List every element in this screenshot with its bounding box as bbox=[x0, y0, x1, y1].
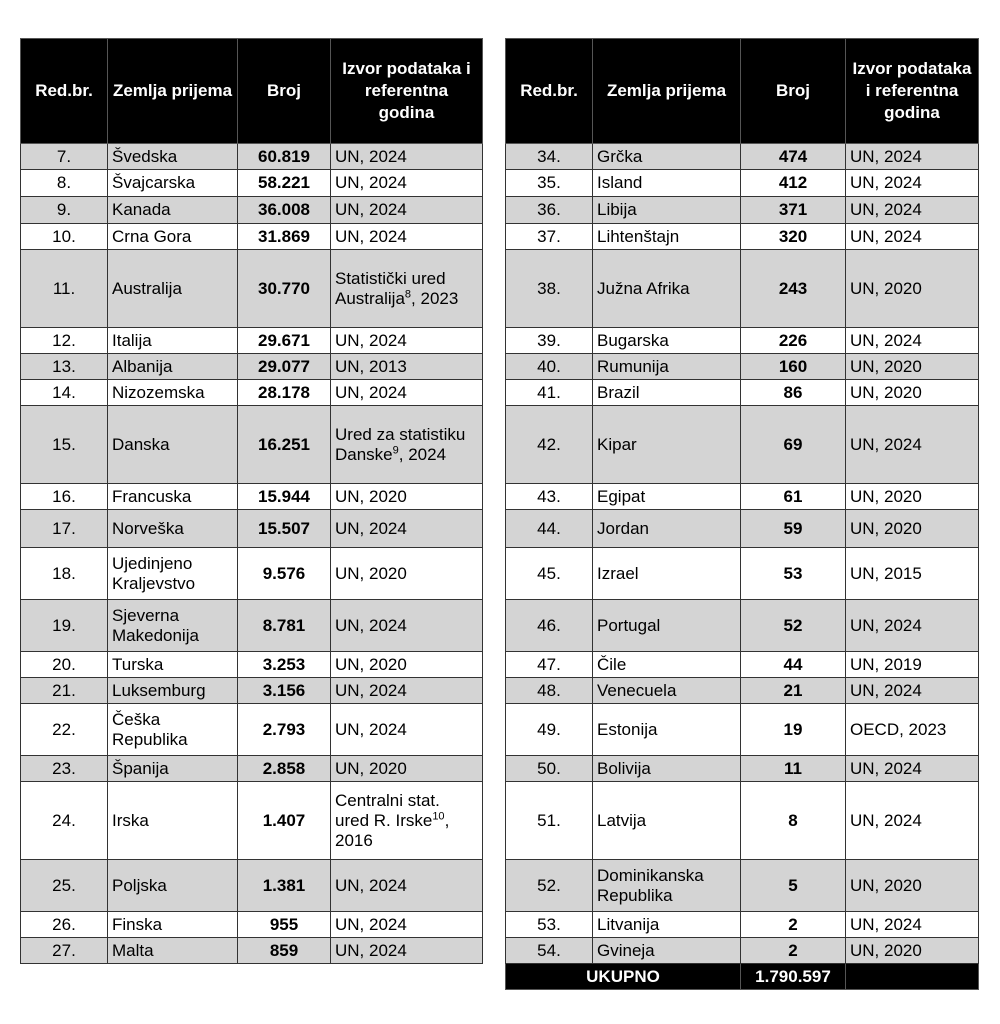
table-row bbox=[506, 548, 979, 600]
table-body-left bbox=[21, 144, 483, 964]
emigration-table-left bbox=[20, 38, 483, 964]
count-value: 1.381 bbox=[238, 860, 331, 912]
country-name: Dominikanska Republika bbox=[593, 860, 741, 912]
country-name: Luksemburg bbox=[108, 678, 238, 704]
country-name: Australija bbox=[108, 250, 238, 328]
row-number: 53. bbox=[506, 912, 593, 938]
row-number: 50. bbox=[506, 756, 593, 782]
country-name: Albanija bbox=[108, 354, 238, 380]
table-row bbox=[21, 600, 483, 652]
row-number: 12. bbox=[21, 328, 108, 354]
table-row bbox=[21, 704, 483, 756]
table-row bbox=[506, 782, 979, 860]
count-value: 9.576 bbox=[238, 548, 331, 600]
row-number: 22. bbox=[21, 704, 108, 756]
row-number: 46. bbox=[506, 600, 593, 652]
source-text-year: , 2016 bbox=[335, 810, 450, 850]
source-text: UN, 2024 bbox=[331, 600, 483, 652]
row-number: 16. bbox=[21, 484, 108, 510]
source-text: UN, 2020 bbox=[846, 380, 979, 406]
country-name: Grčka bbox=[593, 144, 741, 170]
count-value: 53 bbox=[741, 548, 846, 600]
row-number: 18. bbox=[21, 548, 108, 600]
table-row bbox=[21, 250, 483, 328]
table-row bbox=[21, 912, 483, 938]
row-number: 52. bbox=[506, 860, 593, 912]
country-name: Kanada bbox=[108, 197, 238, 224]
source-text: UN, 2024 bbox=[846, 197, 979, 224]
country-name: Litvanija bbox=[593, 912, 741, 938]
row-number: 19. bbox=[21, 600, 108, 652]
row-number: 35. bbox=[506, 170, 593, 197]
source-text: UN, 2019 bbox=[846, 652, 979, 678]
footnote-marker: 10 bbox=[432, 809, 445, 822]
count-value: 160 bbox=[741, 354, 846, 380]
row-number: 36. bbox=[506, 197, 593, 224]
table-row bbox=[21, 938, 483, 964]
country-name: Island bbox=[593, 170, 741, 197]
count-value: 955 bbox=[238, 912, 331, 938]
header-source: Izvor podataka i referentna godina bbox=[846, 39, 979, 144]
table-row bbox=[506, 197, 979, 224]
country-name: Jordan bbox=[593, 510, 741, 548]
row-number: 37. bbox=[506, 224, 593, 250]
row-number: 41. bbox=[506, 380, 593, 406]
source-text: UN, 2015 bbox=[846, 548, 979, 600]
header-num: Red.br. bbox=[21, 39, 108, 144]
source-text: UN, 2024 bbox=[331, 510, 483, 548]
header-country: Zemlja prijema bbox=[593, 39, 741, 144]
footnote-marker: 9 bbox=[392, 443, 399, 456]
source-text: UN, 2020 bbox=[846, 484, 979, 510]
header-count: Broj bbox=[741, 39, 846, 144]
country-name: Francuska bbox=[108, 484, 238, 510]
count-value: 29.671 bbox=[238, 328, 331, 354]
row-number: 21. bbox=[21, 678, 108, 704]
country-name: Gvineja bbox=[593, 938, 741, 964]
table-row bbox=[21, 170, 483, 197]
country-name: Švajcarska bbox=[108, 170, 238, 197]
header-count: Broj bbox=[238, 39, 331, 144]
count-value: 52 bbox=[741, 600, 846, 652]
row-number: 20. bbox=[21, 652, 108, 678]
count-value: 2.793 bbox=[238, 704, 331, 756]
table-row bbox=[21, 548, 483, 600]
count-value: 3.253 bbox=[238, 652, 331, 678]
row-number: 9. bbox=[21, 197, 108, 224]
count-value: 243 bbox=[741, 250, 846, 328]
table-row bbox=[506, 756, 979, 782]
country-name: Sjeverna Makedonija bbox=[108, 600, 238, 652]
source-text: UN, 2024 bbox=[331, 144, 483, 170]
table-row bbox=[506, 678, 979, 704]
source-text-main: Centralni stat. ured R. Irske bbox=[335, 790, 440, 830]
count-value: 8 bbox=[741, 782, 846, 860]
row-number: 23. bbox=[21, 756, 108, 782]
count-value: 31.869 bbox=[238, 224, 331, 250]
source-text: UN, 2024 bbox=[846, 328, 979, 354]
count-value: 3.156 bbox=[238, 678, 331, 704]
count-value: 36.008 bbox=[238, 197, 331, 224]
source-text: UN, 2020 bbox=[846, 860, 979, 912]
table-row bbox=[21, 510, 483, 548]
row-number: 48. bbox=[506, 678, 593, 704]
source-text bbox=[331, 250, 483, 328]
row-number: 17. bbox=[21, 510, 108, 548]
table-row bbox=[506, 354, 979, 380]
row-number: 38. bbox=[506, 250, 593, 328]
source-text: UN, 2020 bbox=[846, 510, 979, 548]
count-value: 474 bbox=[741, 144, 846, 170]
count-value: 60.819 bbox=[238, 144, 331, 170]
source-text: UN, 2024 bbox=[331, 704, 483, 756]
country-name: Lihtenštajn bbox=[593, 224, 741, 250]
source-text: UN, 2020 bbox=[331, 484, 483, 510]
row-number: 54. bbox=[506, 938, 593, 964]
source-text: UN, 2020 bbox=[846, 354, 979, 380]
table-row bbox=[21, 197, 483, 224]
count-value: 226 bbox=[741, 328, 846, 354]
row-number: 47. bbox=[506, 652, 593, 678]
country-name: Bolivija bbox=[593, 756, 741, 782]
source-text-main: Ured za statistiku Danske bbox=[335, 424, 466, 464]
count-value: 859 bbox=[238, 938, 331, 964]
country-name: Švedska bbox=[108, 144, 238, 170]
count-value: 29.077 bbox=[238, 354, 331, 380]
table-row bbox=[21, 380, 483, 406]
header-num: Red.br. bbox=[506, 39, 593, 144]
count-value: 28.178 bbox=[238, 380, 331, 406]
footnote-marker: 8 bbox=[404, 287, 412, 300]
source-text: UN, 2024 bbox=[846, 678, 979, 704]
source-text: UN, 2024 bbox=[846, 224, 979, 250]
count-value: 2 bbox=[741, 938, 846, 964]
count-value: 15.944 bbox=[238, 484, 331, 510]
source-text: UN, 2024 bbox=[331, 860, 483, 912]
header-source: Izvor podataka i referentna godina bbox=[331, 39, 483, 144]
country-name: Egipat bbox=[593, 484, 741, 510]
source-text: UN, 2024 bbox=[331, 170, 483, 197]
source-text: UN, 2024 bbox=[846, 912, 979, 938]
table-row bbox=[21, 860, 483, 912]
source-text: UN, 2020 bbox=[846, 250, 979, 328]
row-number: 25. bbox=[21, 860, 108, 912]
row-number: 44. bbox=[506, 510, 593, 548]
country-name: Nizozemska bbox=[108, 380, 238, 406]
source-text: UN, 2024 bbox=[846, 144, 979, 170]
count-value: 371 bbox=[741, 197, 846, 224]
table-row bbox=[506, 938, 979, 964]
row-number: 49. bbox=[506, 704, 593, 756]
table-row bbox=[21, 328, 483, 354]
table-row bbox=[506, 328, 979, 354]
source-text: UN, 2024 bbox=[331, 380, 483, 406]
country-name: Južna Afrika bbox=[593, 250, 741, 328]
country-name: Italija bbox=[108, 328, 238, 354]
source-text: UN, 2020 bbox=[331, 652, 483, 678]
table-row bbox=[506, 652, 979, 678]
country-name: Izrael bbox=[593, 548, 741, 600]
count-value: 19 bbox=[741, 704, 846, 756]
country-name: Danska bbox=[108, 406, 238, 484]
count-value: 11 bbox=[741, 756, 846, 782]
source-text: UN, 2020 bbox=[331, 756, 483, 782]
total-blank-cell bbox=[846, 964, 979, 990]
row-number: 45. bbox=[506, 548, 593, 600]
row-number: 11. bbox=[21, 250, 108, 328]
emigration-table-right bbox=[505, 38, 979, 990]
table-row bbox=[506, 510, 979, 548]
count-value: 16.251 bbox=[238, 406, 331, 484]
table-row bbox=[21, 756, 483, 782]
row-number: 43. bbox=[506, 484, 593, 510]
country-name: Španija bbox=[108, 756, 238, 782]
row-number: 27. bbox=[21, 938, 108, 964]
count-value: 59 bbox=[741, 510, 846, 548]
country-name: Irska bbox=[108, 782, 238, 860]
row-number: 15. bbox=[21, 406, 108, 484]
table-row bbox=[506, 912, 979, 938]
country-name: Crna Gora bbox=[108, 224, 238, 250]
country-name: Libija bbox=[593, 197, 741, 224]
country-name: Bugarska bbox=[593, 328, 741, 354]
country-name: Poljska bbox=[108, 860, 238, 912]
table-header-row bbox=[506, 39, 979, 144]
source-text: UN, 2024 bbox=[331, 224, 483, 250]
country-name: Norveška bbox=[108, 510, 238, 548]
source-text: UN, 2024 bbox=[331, 938, 483, 964]
row-number: 39. bbox=[506, 328, 593, 354]
country-name: Finska bbox=[108, 912, 238, 938]
count-value: 320 bbox=[741, 224, 846, 250]
count-value: 2.858 bbox=[238, 756, 331, 782]
source-text: UN, 2020 bbox=[846, 938, 979, 964]
row-number: 42. bbox=[506, 406, 593, 484]
source-text: UN, 2024 bbox=[846, 600, 979, 652]
table-row bbox=[21, 652, 483, 678]
table-row bbox=[506, 170, 979, 197]
row-number: 24. bbox=[21, 782, 108, 860]
header-country: Zemlja prijema bbox=[108, 39, 238, 144]
count-value: 58.221 bbox=[238, 170, 331, 197]
count-value: 61 bbox=[741, 484, 846, 510]
table-row bbox=[506, 600, 979, 652]
source-text: UN, 2024 bbox=[331, 912, 483, 938]
count-value: 44 bbox=[741, 652, 846, 678]
source-text-year: , 2023 bbox=[411, 288, 459, 308]
table-header-row bbox=[21, 39, 483, 144]
table-row bbox=[506, 484, 979, 510]
count-value: 86 bbox=[741, 380, 846, 406]
row-number: 26. bbox=[21, 912, 108, 938]
table-row bbox=[21, 678, 483, 704]
country-name: Estonija bbox=[593, 704, 741, 756]
count-value: 412 bbox=[741, 170, 846, 197]
row-number: 10. bbox=[21, 224, 108, 250]
count-value: 2 bbox=[741, 912, 846, 938]
table-row bbox=[21, 484, 483, 510]
country-name: Portugal bbox=[593, 600, 741, 652]
source-text: UN, 2024 bbox=[846, 782, 979, 860]
source-text: UN, 2024 bbox=[846, 170, 979, 197]
country-name: Turska bbox=[108, 652, 238, 678]
source-text-year: , 2024 bbox=[398, 444, 447, 464]
source-text: UN, 2013 bbox=[331, 354, 483, 380]
source-text: UN, 2024 bbox=[331, 678, 483, 704]
count-value: 69 bbox=[741, 406, 846, 484]
table-row bbox=[506, 380, 979, 406]
source-text: UN, 2024 bbox=[331, 197, 483, 224]
table-row bbox=[21, 224, 483, 250]
table-row bbox=[506, 704, 979, 756]
source-text: UN, 2024 bbox=[331, 328, 483, 354]
row-number: 40. bbox=[506, 354, 593, 380]
total-value: 1.790.597 bbox=[741, 964, 846, 990]
table-row bbox=[506, 250, 979, 328]
table-body-right bbox=[506, 144, 979, 964]
row-number: 7. bbox=[21, 144, 108, 170]
row-number: 8. bbox=[21, 170, 108, 197]
count-value: 30.770 bbox=[238, 250, 331, 328]
source-text: UN, 2024 bbox=[846, 756, 979, 782]
country-name: Latvija bbox=[593, 782, 741, 860]
country-name: Kipar bbox=[593, 406, 741, 484]
row-number: 14. bbox=[21, 380, 108, 406]
source-text: UN, 2020 bbox=[331, 548, 483, 600]
country-name: Brazil bbox=[593, 380, 741, 406]
table-row bbox=[506, 144, 979, 170]
table-row bbox=[21, 406, 483, 484]
source-text bbox=[331, 406, 483, 484]
country-name: Češka Republika bbox=[108, 704, 238, 756]
row-number: 51. bbox=[506, 782, 593, 860]
total-label: UKUPNO bbox=[506, 964, 741, 990]
source-text bbox=[331, 782, 483, 860]
total-row bbox=[506, 964, 979, 990]
country-name: Rumunija bbox=[593, 354, 741, 380]
source-text: UN, 2024 bbox=[846, 406, 979, 484]
count-value: 15.507 bbox=[238, 510, 331, 548]
source-text: OECD, 2023 bbox=[846, 704, 979, 756]
country-name: Ujedinjeno Kraljevstvo bbox=[108, 548, 238, 600]
table-row bbox=[21, 354, 483, 380]
count-value: 8.781 bbox=[238, 600, 331, 652]
count-value: 21 bbox=[741, 678, 846, 704]
count-value: 1.407 bbox=[238, 782, 331, 860]
table-row bbox=[21, 782, 483, 860]
country-name: Malta bbox=[108, 938, 238, 964]
table-row bbox=[21, 144, 483, 170]
row-number: 34. bbox=[506, 144, 593, 170]
count-value: 5 bbox=[741, 860, 846, 912]
source-text-main: Statistički ured Australija bbox=[335, 268, 446, 308]
country-name: Venecuela bbox=[593, 678, 741, 704]
country-name: Čile bbox=[593, 652, 741, 678]
table-row bbox=[506, 860, 979, 912]
table-row bbox=[506, 406, 979, 484]
row-number: 13. bbox=[21, 354, 108, 380]
table-row bbox=[506, 224, 979, 250]
